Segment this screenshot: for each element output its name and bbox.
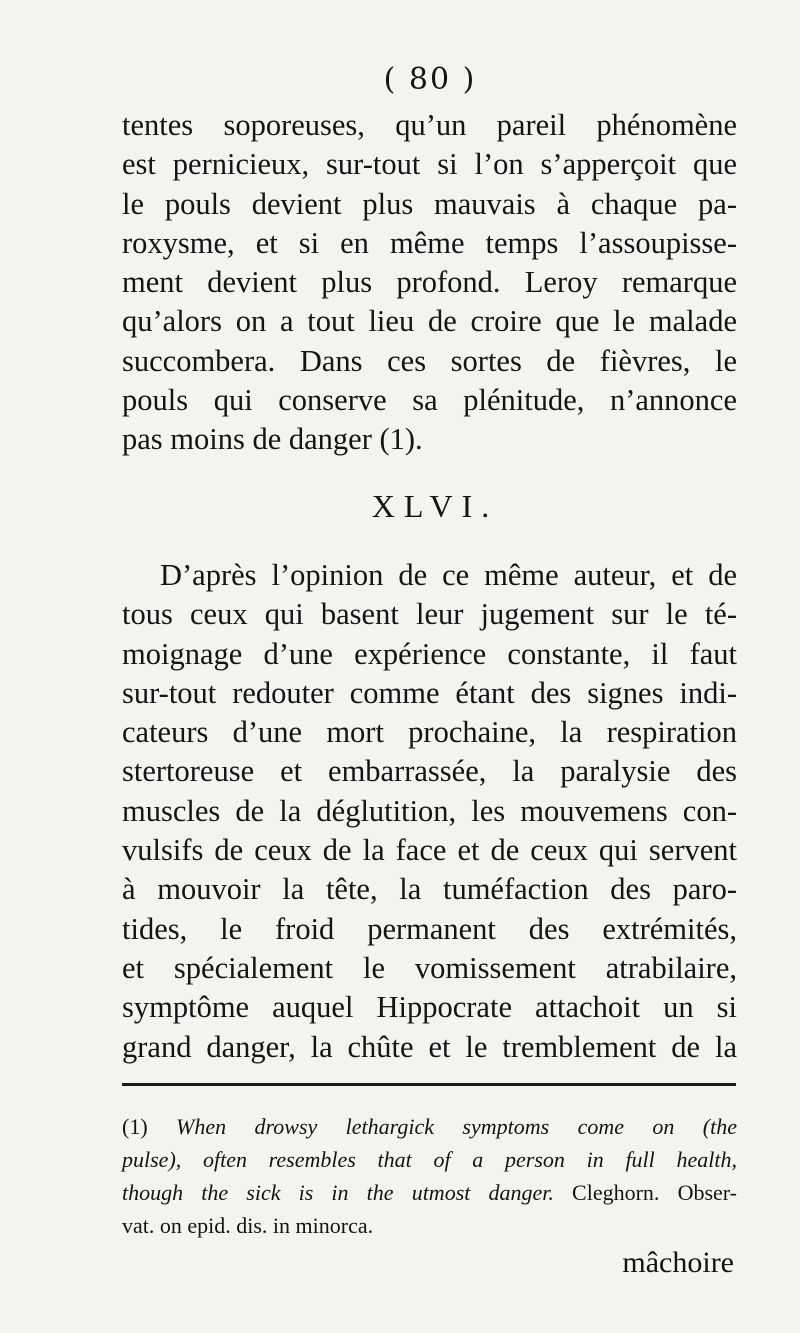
text-line: est pernicieux, sur-tout si l’on s’apperçoit que	[122, 147, 737, 182]
text-line: muscles de la déglutition, les mouvemens con-	[122, 793, 737, 828]
text-line: qu’alors on a tout lieu de croire que le malade	[122, 304, 737, 339]
footnote-line	[122, 1176, 737, 1209]
footnote-rule	[122, 1083, 736, 1086]
text-line: roxysme, et si en même temps l’assoupisse-	[122, 225, 737, 260]
text-line: tentes soporeuses, qu’un pareil phénomène	[122, 108, 737, 142]
section-heading: XLVI.	[371, 488, 499, 524]
text-line: tides, le froid permanent des extrémités,	[122, 911, 737, 946]
text-line: D’après l’opinion de ce même auteur, et de	[160, 558, 737, 592]
footnote-citation: Cleghorn. Obser-	[572, 1180, 737, 1205]
text-line: grand danger, la chûte et le tremblement de la	[122, 1029, 737, 1064]
text-line: sur-tout redouter comme étant des signes indi-	[122, 675, 737, 710]
text-line: à mouvoir la tête, la tuméfaction des paro-	[122, 872, 737, 907]
text-line: cateurs d’une mort prochaine, la respiration	[122, 715, 737, 750]
footnote-text: When drowsy lethargick symptoms come on (the	[176, 1114, 737, 1139]
footnote-line: pulse), often resembles that of a person in full health,	[122, 1147, 737, 1172]
catchword: mâchoire	[622, 1246, 734, 1279]
text-line: pas moins de danger (1).	[122, 422, 423, 457]
footnote-marker: (1)	[122, 1114, 148, 1139]
text-line: vulsifs de ceux de la face et de ceux qui servent	[122, 833, 737, 868]
text-line: ment devient plus profond. Leroy remarque	[122, 265, 737, 300]
paragraph-1	[122, 106, 737, 460]
footnote-citation: vat. on epid. dis. in minorca.	[122, 1213, 374, 1238]
text-line: succombera. Dans ces sortes de fièvres, le	[122, 343, 737, 378]
footnote	[122, 1110, 737, 1242]
text-line: symptôme auquel Hippocrate attachoit un si	[122, 990, 737, 1025]
paragraph-2	[122, 556, 737, 1067]
text-line: tous ceux qui basent leur jugement sur le té-	[122, 597, 737, 632]
footnote-line	[122, 1110, 737, 1143]
footnote-text: though the sick is in the utmost danger.	[122, 1180, 554, 1205]
text-line: moignage d’une expérience constante, il faut	[122, 636, 737, 671]
text-line: pouls qui conserve sa plénitude, n’annonce	[122, 383, 737, 418]
text-line: stertoreuse et embarrassée, la paralysie des	[122, 754, 737, 789]
text-line: et spécialement le vomissement atrabilaire,	[122, 950, 737, 985]
page-number: ( 80 )	[383, 62, 477, 97]
text-line: le pouls devient plus mauvais à chaque pa-	[122, 186, 737, 221]
